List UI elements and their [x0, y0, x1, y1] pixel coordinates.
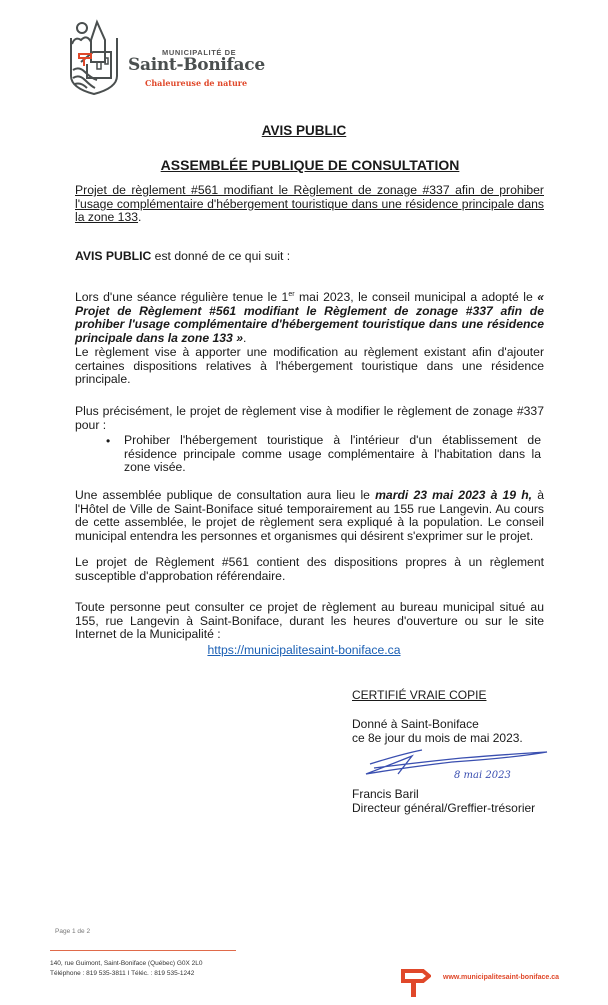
notice-title: AVIS PUBLIC — [261, 123, 347, 138]
bullet-item: Prohiber l'hébergement touristique à l'intérieur d'un établissement de résidence principale comme usage complémentaire à l'habitation dans la zone visée. — [124, 433, 541, 475]
certified-copy-label: CERTIFIÉ VRAIE COPIE — [352, 688, 487, 702]
p1-end: . — [242, 330, 247, 345]
page-number: Page 1 de 2 — [55, 928, 91, 935]
footer-website[interactable]: www.municipalitesaint-boniface.ca — [443, 974, 560, 981]
p4-text-a: Une assemblée publique de consultation aura lieu le — [75, 488, 376, 502]
logo-slogan: Chaleureuse de nature — [145, 78, 248, 88]
subject-text: Projet de règlement #561 modifiant le Règlement de zonage #337 afin de prohiber l'usage complémentaire d'hébergement touristique dans une résidence principale dans la zone 133 — [75, 183, 544, 225]
footer-phone: Téléphone : 819 535-3811 I Téléc. : 819 535-1242 — [50, 970, 195, 977]
footer-divider — [50, 950, 236, 951]
meeting-paragraph — [75, 489, 544, 543]
footer-address: 140, rue Guimont, Saint-Boniface (Québec) G0X 2L0 — [50, 960, 203, 967]
subject-end: . — [138, 210, 142, 225]
subject-paragraph — [75, 184, 544, 225]
intro-bold: AVIS PUBLIC — [75, 249, 152, 263]
website-link[interactable]: https://municipalitesaint-boniface.ca — [207, 643, 401, 657]
p1-superscript: er — [288, 291, 295, 298]
adoption-paragraph — [75, 288, 544, 345]
given-place: Donné à Saint-Boniface — [352, 717, 479, 731]
signature-icon — [362, 744, 552, 786]
p4-text-b: à l'Hôtel de Ville de Saint-Boniface situé temporairement au 155 rue Langevin. Au cours de cette assemblée, le projet de règlement sera expliqué à la population. Le conseil municipal entendra les personnes et organismes qui désirent s'exprimer sur le projet. — [75, 488, 544, 543]
p1-text-a: Lors d'une séance régulière tenue le 1 — [75, 290, 289, 305]
purpose-paragraph: Le règlement vise à apporter une modification au règlement existant afin d'ajouter certaines dispositions relatives à l'hébergement touristique dans une résidence principale. — [75, 345, 544, 387]
p1-text-b: mai 2023, le conseil municipal a adopté le — [294, 290, 538, 305]
p4-meeting-date: mardi 23 mai 2023 à 19 h, — [375, 488, 533, 502]
signature-date-annotation: 8 mai 2023 — [454, 770, 511, 781]
given-date: ce 8e jour du mois de mai 2023. — [352, 731, 523, 745]
logo-name: Saint-Boniface — [128, 55, 265, 75]
referendum-paragraph: Le projet de Règlement #561 contient des dispositions propres à un règlement susceptible d'approbation référendaire. — [75, 555, 544, 583]
signer-name: Francis Baril — [352, 787, 419, 801]
precision-paragraph: Plus précisément, le projet de règlement vise à modifier le règlement de zonage #337 pour : — [75, 404, 544, 432]
signpost-logo-icon — [401, 968, 431, 998]
bullet-icon: • — [106, 434, 111, 448]
p1-bylaw-title: « Projet de Règlement #561 modifiant le Règlement de zonage #337 afin de prohiber l'usage complémentaire d'hébergement touristique dans une résidence principale dans la zone 133 » — [75, 290, 544, 345]
signer-title: Directeur général/Greffier-trésorier — [352, 801, 536, 815]
intro-text: est donné de ce qui suit : — [151, 249, 291, 263]
logo-prefix: MUNICIPALITÉ DE — [162, 48, 237, 57]
intro-paragraph — [75, 250, 544, 264]
municipality-crest-logo-icon — [67, 18, 121, 96]
notice-subtitle: ASSEMBLÉE PUBLIQUE DE CONSULTATION — [160, 157, 460, 173]
consultation-paragraph: Toute personne peut consulter ce projet de règlement au bureau municipal situé au 155, rue Langevin à Saint-Boniface, durant les heures d'ouverture ou sur le site Internet de la Municipalité : — [75, 600, 544, 642]
